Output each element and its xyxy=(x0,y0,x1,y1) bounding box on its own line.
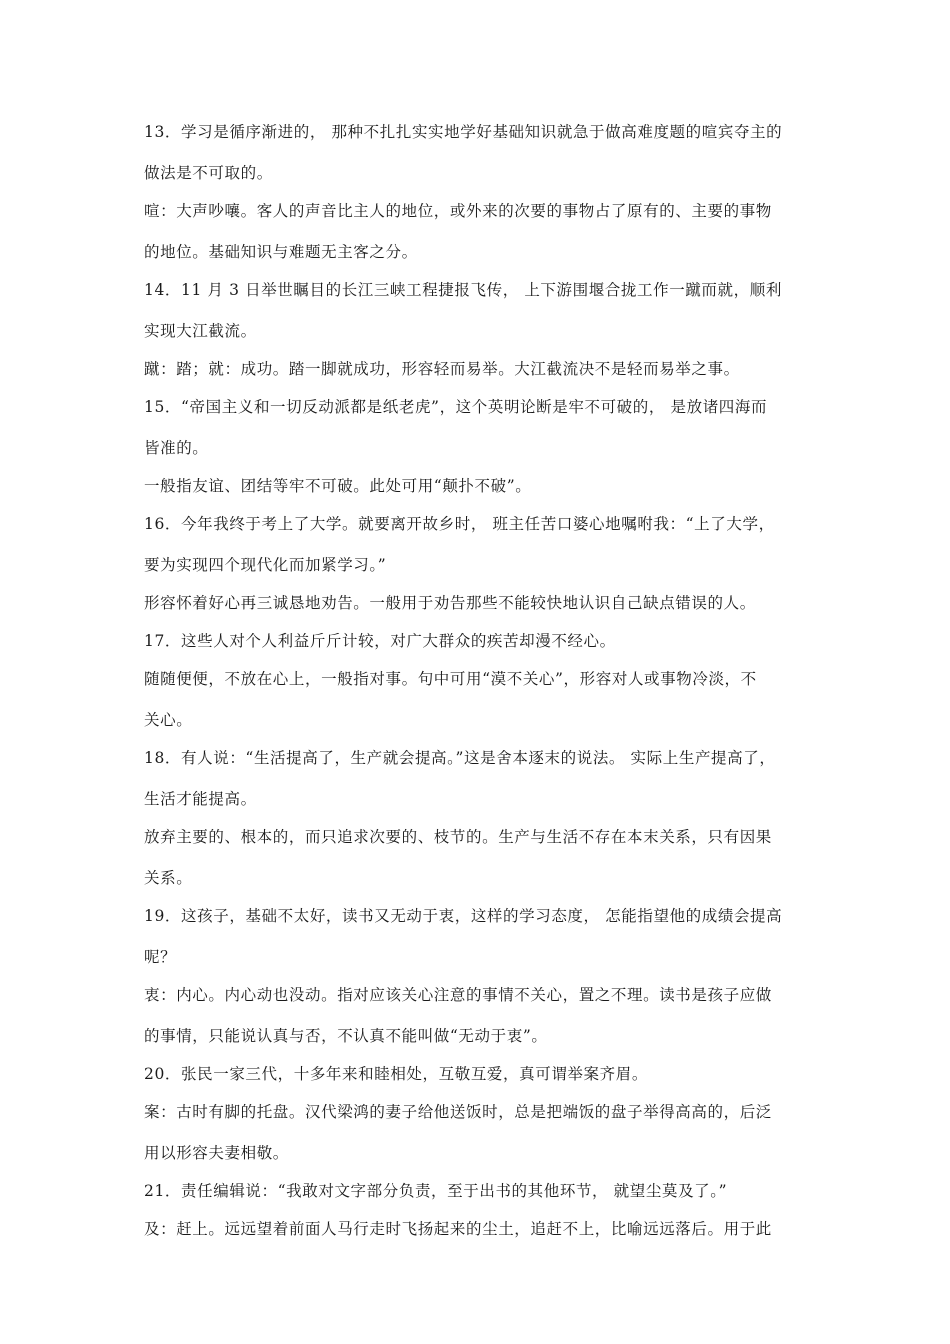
text-line: 的地位。基础知识与难题无主客之分。 xyxy=(144,243,418,261)
text-line: 随随便便，不放在心上，一般指对事。句中可用“漠不关心”，形容对人或事物冷淡，不 xyxy=(144,670,757,688)
text-line: 关心。 xyxy=(144,711,193,729)
text-line: 的事情，只能说认真与否，不认真不能叫做“无动于衷”。 xyxy=(144,1027,548,1045)
text-line: 实现大江截流。 xyxy=(144,322,257,340)
text-line: 关系。 xyxy=(144,869,193,887)
text-line: 蹴：踏；就：成功。踏一脚就成功，形容轻而易举。大江截流决不是轻而易举之事。 xyxy=(144,360,740,378)
text-line: 13．学习是循序渐进的， 那种不扎扎实实地学好基础知识就急于做高难度题的喧宾夺主的 xyxy=(144,123,783,141)
text-line: 喧：大声吵嚷。客人的声音比主人的地位，或外来的次要的事物占了原有的、主要的事物 xyxy=(144,202,772,220)
text-line: 生活才能提高。 xyxy=(144,790,257,808)
text-line: 放弃主要的、根本的，而只追求次要的、枝节的。生产与生活不存在本末关系，只有因果 xyxy=(144,828,772,846)
text-line: 做法是不可取的。 xyxy=(144,164,273,182)
text-line: 15．“帝国主义和一切反动派都是纸老虎”，这个英明论断是牢不可破的， 是放诸四海而 xyxy=(144,398,768,416)
text-line: 形容怀着好心再三诚恳地劝告。一般用于劝告那些不能较快地认识自己缺点错误的人。 xyxy=(144,594,756,612)
text-line: 19．这孩子，基础不太好，读书又无动于衷，这样的学习态度， 怎能指望他的成绩会提高 xyxy=(144,907,783,925)
text-line: 14．11 月 3 日举世瞩目的长江三峡工程捷报飞传， 上下游围堰合拢工作一蹴而就，顺利 xyxy=(144,281,782,299)
text-line: 案：古时有脚的托盘。汉代梁鸿的妻子给他送饭时，总是把端饭的盘子举得高高的，后泛 xyxy=(144,1103,772,1121)
text-line: 呢？ xyxy=(144,948,177,966)
text-line: 21．责任编辑说：“我敢对文字部分负责，至于出书的其他环节， 就望尘莫及了。” xyxy=(144,1182,728,1200)
text-line: 及：赶上。远远望着前面人马行走时飞扬起来的尘土，追赶不上，比喻远远落后。用于此 xyxy=(144,1220,772,1238)
text-line: 一般指友谊、团结等牢不可破。此处可用“颠扑不破”。 xyxy=(144,477,532,495)
text-line: 16．今年我终于考上了大学。就要离开故乡时， 班主任苦口婆心地嘱咐我：“上了大学， xyxy=(144,515,775,533)
text-line: 17．这些人对个人利益斤斤计较，对广大群众的疾苦却漫不经心。 xyxy=(144,632,616,650)
document-body xyxy=(144,122,814,1239)
text-line: 20．张民一家三代，十多年来和睦相处，互敬互爱，真可谓举案齐眉。 xyxy=(144,1065,648,1083)
text-line: 18．有人说：“生活提高了，生产就会提高。”这是舍本逐末的说法。 实际上生产提高了， xyxy=(144,749,776,767)
text-line: 皆准的。 xyxy=(144,439,209,457)
text-line: 用以形容夫妻相敬。 xyxy=(144,1144,289,1162)
text-line: 要为实现四个现代化而加紧学习。” xyxy=(144,556,387,574)
text-line: 衷：内心。内心动也没动。指对应该关心注意的事情不关心，置之不理。读书是孩子应做 xyxy=(144,986,772,1004)
